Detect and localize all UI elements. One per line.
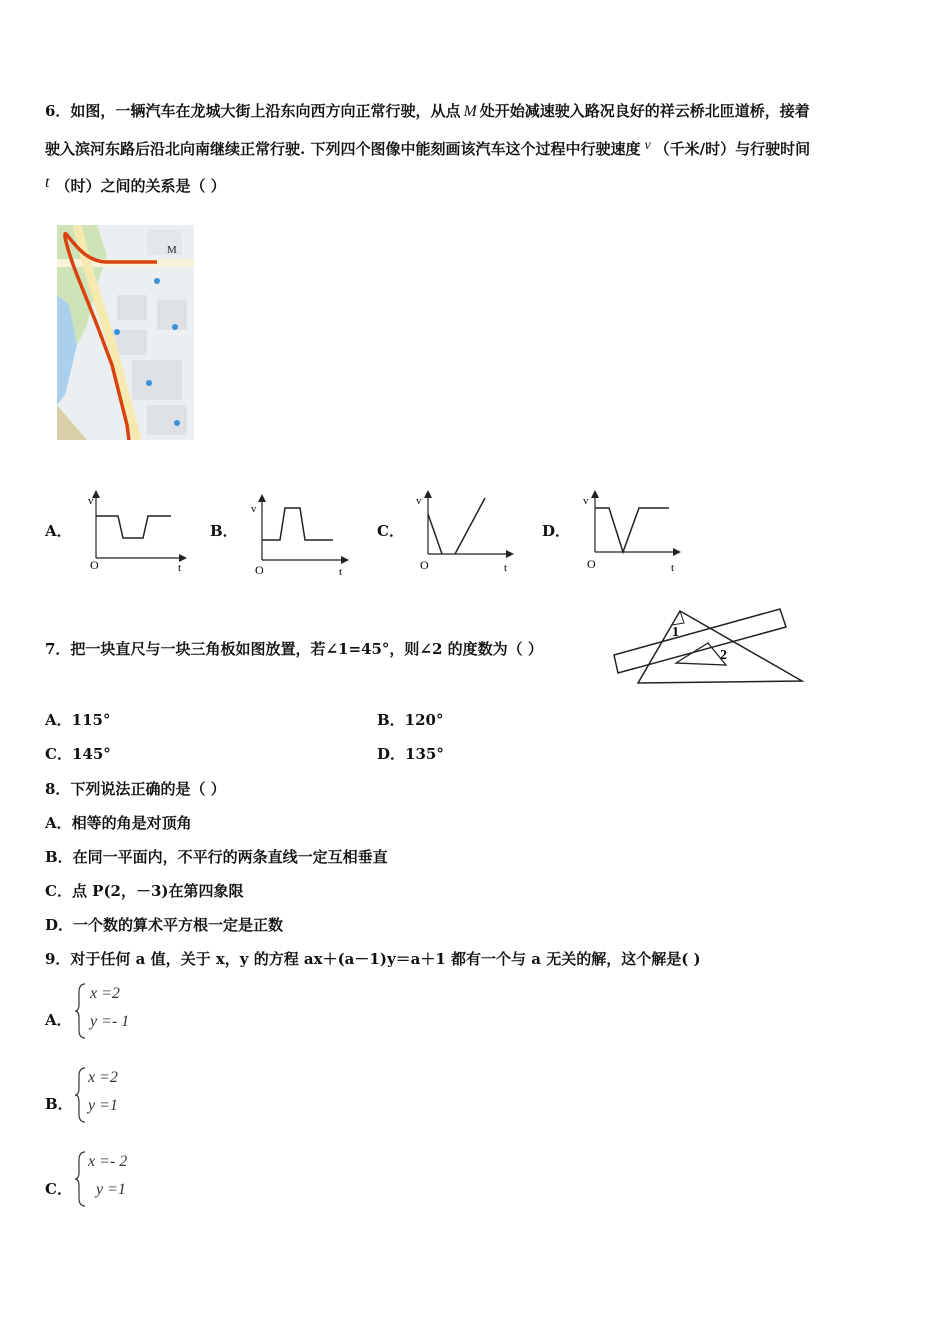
equation-1: x =2 [88,1069,118,1086]
origin-label: O [420,558,429,572]
brace-icon [74,982,88,1040]
equation-2: y =- 1 [90,1013,130,1030]
q6-option-b-label[interactable]: B． [210,522,238,540]
q6-line2 [45,139,810,161]
v-symbol: v [644,138,651,153]
t-symbol: t [45,174,50,191]
axis-v-label: v [416,495,422,507]
q7-question: 7．把一块直尺与一块三角板如图放置，若∠1=45°，则∠2 的度数为（ ） [45,640,543,658]
origin-label: O [255,563,264,577]
q6-line2-tail: （千米/时）与行驶时间 [654,140,811,158]
axis-t-label: t [178,562,182,574]
brace-icon [74,1066,88,1124]
axis-t-label: t [671,562,675,574]
map-label-m: M [167,244,177,256]
origin-label: O [90,558,99,572]
equation-2: y =1 [88,1097,118,1114]
q8-option-c[interactable]: C．点 P(2，－3)在第四象限 [45,882,244,900]
q9-option-c-system [88,1148,127,1204]
q6-line3 [45,176,226,197]
q8-option-a[interactable]: A．相等的角是对顶角 [45,814,192,832]
q8-option-d[interactable]: D．一个数的算术平方根一定是正数 [45,916,284,934]
angle-2-label: 2 [720,648,727,663]
q7-option-b[interactable]: B．120° [377,711,444,729]
angle-1-label: 1 [672,625,679,640]
origin-label: O [587,557,596,571]
q6-option-a-label[interactable]: A． [45,522,72,540]
ruler-triangle-figure [610,605,810,690]
q6-line2-text: 驶入滨河东路后沿北向南继续正常行驶. 下列四个图像中能刻画该汽车这个过程中行驶速度 [45,140,641,158]
axis-t-label: t [504,562,508,574]
q7-option-a[interactable]: A．115° [45,711,111,729]
q9-option-b-label[interactable]: B． [45,1095,73,1113]
q6-line1 [45,101,810,122]
q6-line1-text: 6．如图，一辆汽车在龙城大街上沿东向西方向正常行驶，从点 [45,102,461,120]
q6-option-a-graph [83,486,193,576]
axis-t-label: t [339,566,343,578]
axis-v-label: v [583,495,589,507]
q9-option-c-label[interactable]: C． [45,1180,72,1198]
q6-line3-tail: （时）之间的关系是（ ） [55,177,226,195]
q9-option-b-system [88,1064,118,1120]
q9-option-a-system [90,980,129,1036]
q6-option-d-label[interactable]: D． [542,522,571,540]
q6-option-d-graph [577,486,687,576]
brace-icon [74,1150,88,1208]
route-map-image [57,225,194,440]
q6-option-b-graph [245,490,355,580]
q6-line1-tail: 处开始减速驶入路况良好的祥云桥北匝道桥，接着 [479,102,810,120]
axis-v-label: v [88,495,94,507]
q6-option-c-label[interactable]: C． [377,522,404,540]
q7-option-c[interactable]: C．145° [45,745,111,763]
q8-option-b[interactable]: B．在同一平面内，不平行的两条直线一定互相垂直 [45,848,388,866]
axis-v-label: v [251,503,257,515]
equation-1: x =2 [90,985,120,1002]
equation-2: y =1 [96,1181,126,1198]
q6-option-c-graph [410,486,520,576]
equation-1: x =- 2 [88,1153,128,1170]
q9-option-a-label[interactable]: A． [45,1011,72,1029]
m-symbol: M [463,103,477,120]
q8-question: 8．下列说法正确的是（ ） [45,780,226,798]
q9-question: 9．对于任何 a 值，关于 x，y 的方程 ax＋(a－1)y＝a＋1 都有一个与 a 无关的解，这个解是( ) [45,950,701,968]
q7-option-d[interactable]: D．135° [377,745,444,763]
